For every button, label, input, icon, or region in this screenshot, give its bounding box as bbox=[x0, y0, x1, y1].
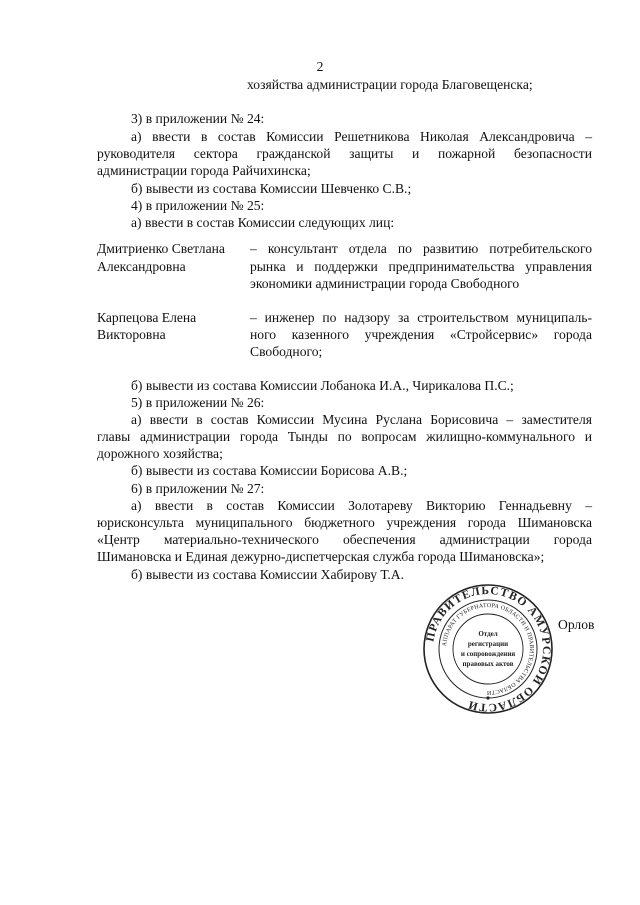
person-description: ного казенного учреждения «Стройсервис» города bbox=[250, 327, 592, 342]
text-line: Шимановска и Единая дежурно-диспетчерская служба города Шимановска»; bbox=[97, 549, 545, 564]
seal-center-line: правовых актов bbox=[462, 660, 514, 668]
person-description: – консультант отдела по развитию потребительского bbox=[250, 241, 592, 256]
person-name: Александровна bbox=[97, 259, 186, 274]
text-line: а) ввести в состав Комиссии следующих лиц: bbox=[131, 215, 395, 230]
text-line: б) вывести из состава Комиссии Лобанока И.А., Чирикалова П.С.; bbox=[131, 378, 514, 393]
svg-text:АППАРАТ ГУБЕРНАТОРА ОБЛАСТИ И bbox=[442, 603, 534, 695]
text-line: руководителя сектора гражданской защиты и пожарной безопасности bbox=[97, 146, 592, 161]
person-name: Дмитриенко Светлана bbox=[97, 241, 225, 256]
text-line: а) ввести в состав Комиссии Решетникова Николая Александровича – bbox=[131, 129, 592, 144]
signature-name: Орлов bbox=[558, 617, 595, 632]
person-description: Свободного; bbox=[250, 344, 323, 359]
text-line: «Центр материально-технического обеспечения администрации города bbox=[97, 532, 592, 547]
person-description: экономики администрации города Свободного bbox=[250, 276, 520, 291]
text-line: дорожного хозяйства; bbox=[97, 446, 223, 461]
seal-center-line: и сопровождения bbox=[460, 650, 516, 658]
person-description: – инженер по надзору за строительством муниципаль- bbox=[250, 310, 592, 325]
text-line: а) ввести в состав Комиссии Мусина Руслана Борисовича – заместителя bbox=[131, 412, 592, 427]
text-line: главы администрации города Тынды по вопросам жилищно-коммунального и bbox=[97, 429, 592, 444]
text-line: 5) в приложении № 26: bbox=[131, 395, 265, 410]
seal-outer-text: ПРАВИТЕЛЬСТВО АМУРСКОЙ ОБЛАСТИ bbox=[424, 584, 553, 714]
seal-center-line: регистрации bbox=[467, 640, 509, 648]
person-name: Викторовна bbox=[97, 327, 166, 342]
official-seal-icon bbox=[422, 583, 554, 715]
seal-center-line: Отдел bbox=[478, 630, 498, 638]
text-line: хозяйства администрации города Благовещенска; bbox=[247, 77, 533, 92]
person-name: Карпецова Елена bbox=[97, 310, 197, 325]
text-line: б) вывести из состава Комиссии Хабирову Т.А. bbox=[131, 567, 404, 582]
text-line: б) вывести из состава Комиссии Шевченко С.В.; bbox=[131, 181, 412, 196]
text-line: 6) в приложении № 27: bbox=[131, 481, 265, 496]
text-line: администрации города Райчихинска; bbox=[97, 163, 311, 178]
text-line: юрисконсульта муниципального бюджетного учреждения города Шимановска bbox=[97, 515, 592, 530]
text-line: 3) в приложении № 24: bbox=[131, 111, 265, 126]
person-description: рынка и поддержки предпринимательства управления bbox=[250, 259, 592, 274]
text-line: б) вывести из состава Комиссии Борисова А.В.; bbox=[131, 463, 408, 478]
text-line: 4) в приложении № 25: bbox=[131, 198, 265, 213]
seal-inner-text: АППАРАТ ГУБЕРНАТОРА ОБЛАСТИ И ПРАВИТЕЛЬСТВА ОБЛАСТИ bbox=[442, 602, 535, 696]
page-number: 2 bbox=[316, 59, 324, 74]
text-line: а) ввести в состав Комиссии Золотареву Викторию Геннадьевну – bbox=[131, 498, 592, 513]
